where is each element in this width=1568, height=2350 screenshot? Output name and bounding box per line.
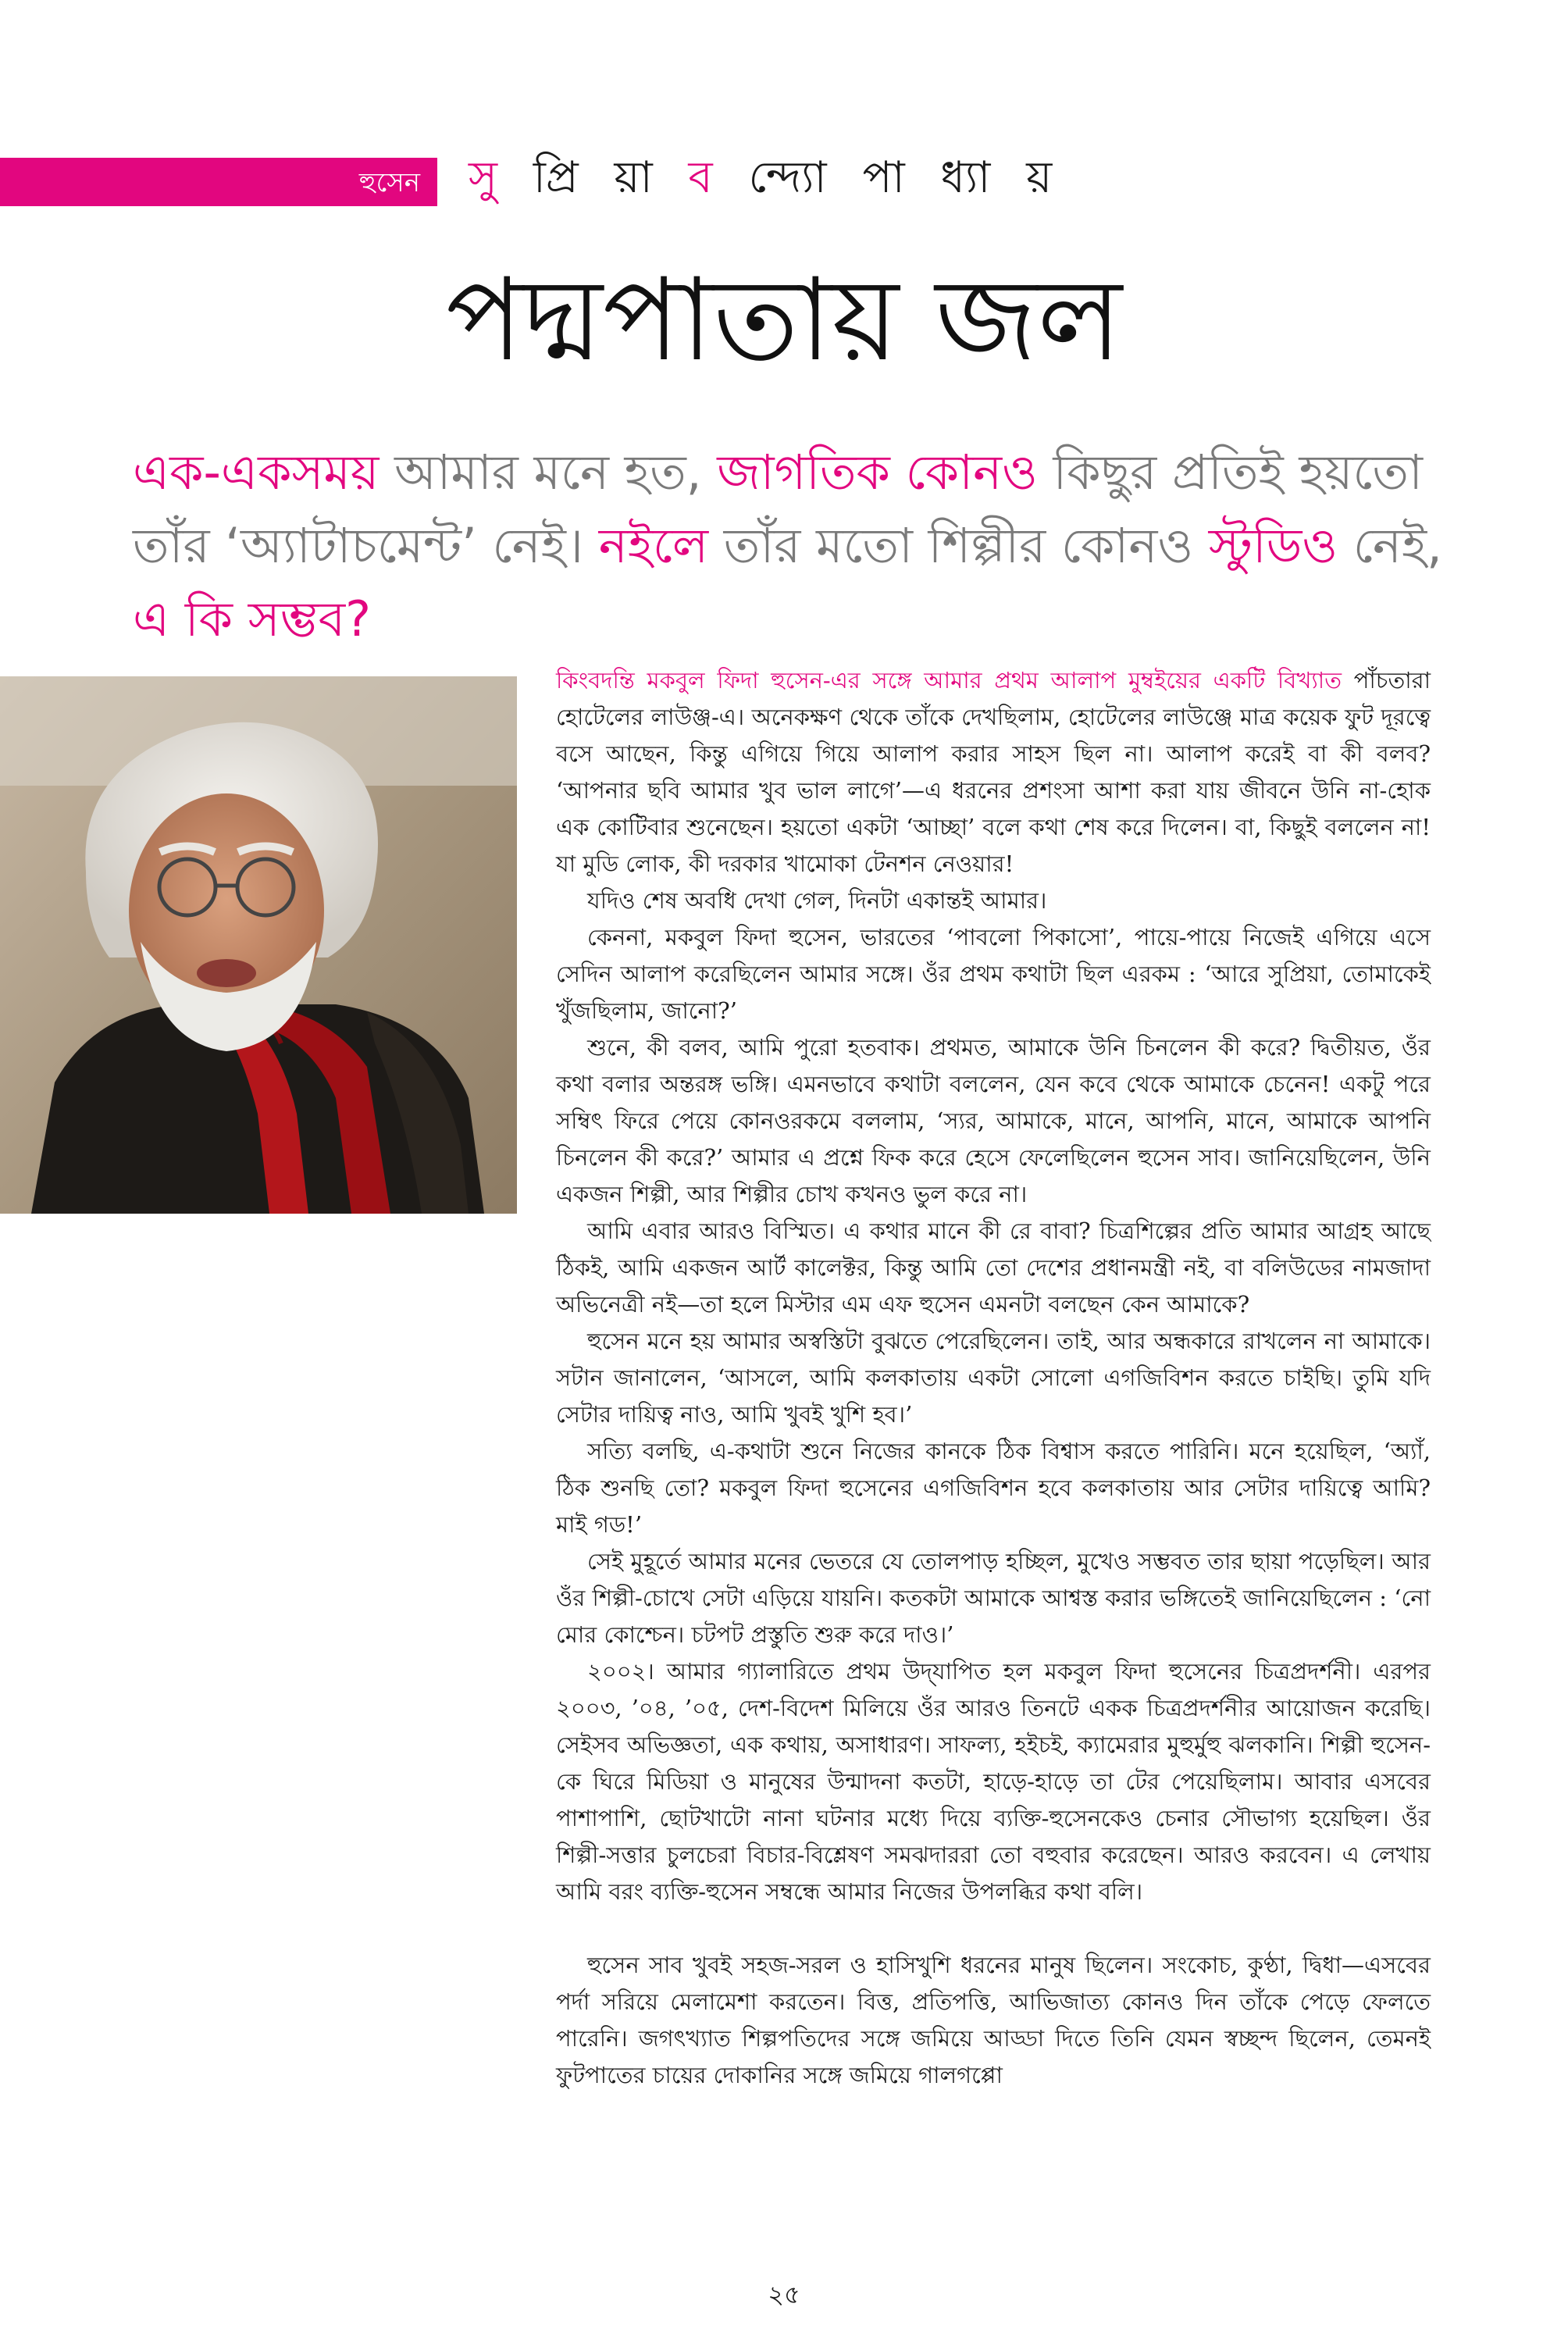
pull-quote-text: কিছুর প্রতিই হয়তো তাঁর ‘অ্যাটাচমেন্ট’ নেই। bbox=[133, 444, 1423, 574]
article-paragraph: হুসেন সাব খুবই সহজ-সরল ও হাসিখুশি ধরনের মানুষ ছিলেন। সংকোচ, কুণ্ঠা, দ্বিধা—এসবের পর্দা সরিয়ে মেলামেশা করতেন। বিত্ত, প্রতিপত্তি, আভিজাত্য কোনও দিন তাঁকে পেড়ে ফেলতে পারেনি। জগৎখ্যাত শিল্পপতিদের সঙ্গে জমিয়ে আড্ডা দিতে তিনি যেমন স্বচ্ছন্দ ছিলেন, তেমনই ফুটপাতের চায়ের দোকানির সঙ্গে জমিয়ে গালগপ্পো bbox=[556, 1952, 1431, 2088]
portrait-photo bbox=[0, 676, 517, 1214]
article-paragraph: হুসেন মনে হয় আমার অস্বস্তিটা বুঝতে পেরেছিলেন। তাই, আর অন্ধকারে রাখলেন না আমাকে। সটান জানালেন, ‘আসলে, আমি কলকাতায় একটা সোলো এগজিবিশন করতে চাইছি। তুমি যদি সেটার দায়িত্ব নাও, আমি খুবই খুশি হব।’ bbox=[556, 1328, 1431, 1428]
article-paragraph: শুনে, কী বলব, আমি পুরো হতবাক। প্রথমত, আমাকে উনি চিনলেন কী করে? দ্বিতীয়ত, ওঁর কথা বলার অন্তরঙ্গ ভঙ্গি। এমনভাবে কথাটা বললেন, যেন কবে থেকে আমাকে চেনেন! একটু পরে সম্বিৎ ফিরে পেয়ে কোনওরকমে বললাম, ‘স্যর, আমাকে, মানে, আপনি, মানে, আমাকে আপনি চিনলেন কী করে?’ আমার এ প্রশ্নে ফিক করে হেসে ফেলেছিলেন হুসেন সাব। জানিয়েছিলেন, উনি একজন শিল্পী, আর শিল্পীর চোখ কখনও ভুল করে না। bbox=[556, 1034, 1431, 1207]
article-paragraph: কেননা, মকবুল ফিদা হুসেন, ভারতের ‘পাবলো পিকাসো’, পায়ে-পায়ে নিজেই এগিয়ে এসে সেদিন আলাপ করেছিলেন আমার সঙ্গে। ওঁর প্রথম কথাটা ছিল এরকম : ‘আরে সুপ্রিয়া, তোমাকেই খুঁজছিলাম, জানো?’ bbox=[556, 924, 1431, 1024]
pull-quote-text: তাঁর মতো শিল্পীর কোনও bbox=[708, 517, 1209, 574]
pull-quote-highlight: এক-একসময় bbox=[133, 444, 380, 501]
author-part: পা bbox=[862, 152, 916, 203]
pull-quote-text: আমার মনে হত, bbox=[379, 444, 718, 501]
author-part: য় bbox=[1026, 152, 1064, 203]
author-part: সু bbox=[469, 152, 508, 203]
page-number: ২৫ bbox=[768, 2280, 800, 2309]
pull-quote-highlight: জাগতিক কোনও bbox=[717, 444, 1038, 501]
pull-quote bbox=[133, 436, 1460, 656]
pull-quote-highlight: এ কি সম্ভব? bbox=[133, 590, 372, 647]
article-paragraph: সেই মুহূর্তে আমার মনের ভেতরে যে তোলপাড় হচ্ছিল, মুখেও সম্ভবত তার ছায়া পড়েছিল। আর ওঁর শিল্পী-চোখে সেটা এড়িয়ে যায়নি। কতকটা আমাকে আশ্বস্ত করার ভঙ্গিতেই জানিয়েছিলেন : ‘নো মোর কোশ্চেন। চটপট প্রস্তুতি শুরু করে দাও।’ bbox=[556, 1548, 1431, 1648]
article-paragraph: যদিও শেষ অবধি দেখা গেল, দিনটা একান্তই আমার। bbox=[587, 887, 1047, 914]
pull-quote-text: নেই, bbox=[1338, 517, 1442, 574]
article-lead-in: কিংবদন্তি মকবুল ফিদা হুসেন-এর সঙ্গে আমার প্রথম আলাপ মুম্বইয়ের একটি বিখ্যাত bbox=[556, 667, 1342, 694]
section-band bbox=[0, 158, 437, 206]
pull-quote-highlight: নইলে bbox=[598, 517, 709, 574]
article-paragraph: ২০০২। আমার গ্যালারিতে প্রথম উদ্‌যাপিত হল মকবুল ফিদা হুসেনের চিত্রপ্রদর্শনী। এরপর ২০০৩, ’০৪, ’০৫, দেশ-বিদেশ মিলিয়ে ওঁর আরও তিনটে একক চিত্রপ্রদর্শনীর আয়োজন করেছি। সেইসব অভিজ্ঞতা, এক কথায়, অসাধারণ। সাফল্য, হইচই, ক্যামেরার মুহুর্মুহু ঝলকানি। শিল্পী হুসেন-কে ঘিরে মিডিয়া ও মানুষের উন্মাদনা কতটা, হাড়ে-হাড়ে তা টের পেয়েছিলাম। আবার এসবের পাশাপাশি, ছোটখাটো নানা ঘটনার মধ্যে দিয়ে ব্যক্তি-হুসেনকেও চেনার সৌভাগ্য হয়েছিল। ওঁর শিল্পী-সত্তার চুলচেরা বিচার-বিশ্লেষণ সমঝদাররা তো বহুবার করেছেন। আরও করবেন। এ লেখায় আমি বরং ব্যক্তি-হুসেন সম্বন্ধে আমার নিজের উপলব্ধির কথা বলি। bbox=[556, 1658, 1431, 1905]
article-headline: পদ্মপাতায় জল bbox=[445, 254, 1123, 387]
author-part: ন্দ্যো bbox=[748, 152, 838, 203]
author-byline bbox=[469, 150, 1063, 206]
author-part: ব bbox=[688, 152, 724, 203]
author-part: ধ্যা bbox=[940, 152, 1002, 203]
article-paragraph: সত্যি বলছি, এ-কথাটা শুনে নিজের কানকে ঠিক বিশ্বাস করতে পারিনি। মনে হয়েছিল, ‘অ্যাঁ, ঠিক শুনছি তো? মকবুল ফিদা হুসেনের এগজিবিশন হবে কলকাতায় আর সেটার দায়িত্বে আমি? মাই গড!’ bbox=[556, 1438, 1431, 1538]
article-paragraph bbox=[556, 662, 1431, 883]
article-body bbox=[556, 662, 1431, 2094]
author-part: প্রি bbox=[533, 152, 590, 203]
pull-quote-highlight: স্টুডিও bbox=[1208, 517, 1338, 574]
article-text: পাঁচতারা হোটেলের লাউঞ্জ-এ। অনেকক্ষণ থেকে তাঁকে দেখছিলাম, হোটেলের লাউঞ্জে মাত্র কয়েক ফুট দূরত্বে বসে আছেন, কিন্তু এগিয়ে গিয়ে আলাপ করার সাহস ছিল না। আলাপ করেই বা কী বলব? ‘আপনার ছবি আমার খুব ভাল লাগে’—এ ধরনের প্রশংসা আশা করা যায় জীবনে উনি না-হোক এক কোটিবার শুনেছেন। হয়তো একটা ‘আচ্ছা’ বলে কথা শেষ করে দিলেন। বা, কিছুই বললেন না! যা মুডি লোক, কী দরকার খামোকা টেনশন নেওয়ার! bbox=[556, 667, 1431, 877]
section-label: হুসেন bbox=[358, 167, 420, 198]
article-paragraph: আমি এবার আরও বিস্মিত। এ কথার মানে কী রে বাবা? চিত্রশিল্পের প্রতি আমার আগ্রহ আছে ঠিকই, আমি একজন আর্ট কালেক্টর, কিন্তু আমি তো দেশের প্রধানমন্ত্রী নই, বা বলিউডের নামজাদা অভিনেত্রী নই—তা হলে মিস্টার এম এফ হুসেন এমনটা বলছেন কেন আমাকে? bbox=[556, 1218, 1431, 1318]
author-part: য়া bbox=[614, 152, 664, 203]
